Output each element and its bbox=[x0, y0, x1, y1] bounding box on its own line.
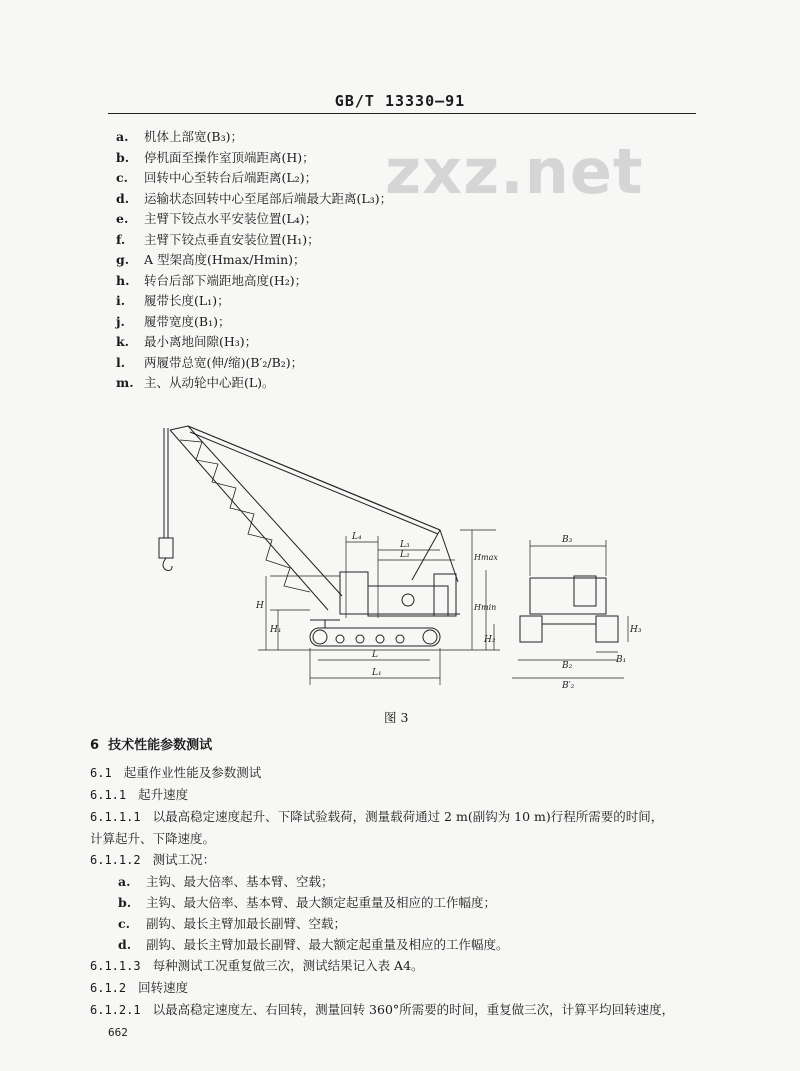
figure-caption: 图 3 bbox=[384, 710, 409, 725]
text-line: 6.1.1.3 每种测试工况重复做三次，测试结果记入表 A4。 bbox=[90, 958, 424, 973]
label-l3: L₃ bbox=[400, 540, 410, 550]
section-body bbox=[90, 735, 710, 1021]
list-item: e. 主臂下铰点水平安装位置(L₄)； bbox=[116, 211, 318, 226]
section-heading: 6 技术性能参数测试 bbox=[90, 738, 213, 753]
label-b1: B₁ bbox=[616, 655, 627, 665]
label-hmin: Hmin bbox=[474, 603, 497, 612]
page-number: 662 bbox=[108, 1026, 128, 1039]
list-item: j. 履带宽度(B₁)； bbox=[116, 313, 231, 329]
dimension-list bbox=[116, 127, 392, 394]
list-item: i. 履带长度(L₁)； bbox=[116, 293, 230, 308]
label-l: L bbox=[372, 650, 378, 660]
text-line: 6.1.1.1 以最高稳定速度起升、下降试验载荷，测量载荷通过 2 m(副钩为 10 m)行程所需要的时间， bbox=[90, 809, 664, 824]
crawler-track bbox=[310, 620, 440, 646]
text-line: 6.1.1 起升速度 bbox=[90, 787, 189, 802]
label-h1: H₁ bbox=[270, 625, 282, 635]
list-item: d. 运输状态回转中心至尾部后端最大距离(L₃)； bbox=[116, 190, 393, 206]
label-l4: L₄ bbox=[352, 532, 362, 542]
label-l1: L₁ bbox=[372, 668, 382, 678]
list-item: c. 副钩、最长主臂加最长副臂、空载； bbox=[118, 916, 347, 931]
label-h3: H₃ bbox=[630, 625, 642, 635]
list-item: k. 最小离地间隙(H₃)； bbox=[116, 334, 258, 349]
crane-boom bbox=[170, 426, 440, 610]
label-h2: H₂ bbox=[484, 635, 496, 645]
text-line: 计算起升、下降速度。 bbox=[90, 831, 216, 846]
label-h: H bbox=[256, 601, 264, 611]
label-b2: B₂ bbox=[562, 661, 573, 671]
list-item: a. 机体上部宽(B₃)； bbox=[116, 129, 243, 144]
crane-dimension-diagram bbox=[150, 410, 650, 700]
list-item: h. 转台后部下端距地高度(H₂)； bbox=[116, 272, 308, 288]
hook-block bbox=[159, 428, 173, 571]
list-item: l. 两履带总宽(伸/缩)(B′₂/B₂)； bbox=[116, 354, 304, 370]
label-b3: B₃ bbox=[562, 535, 573, 545]
label-l2: L₂ bbox=[400, 550, 410, 560]
vertical-dimensions bbox=[258, 530, 500, 650]
text-line: 6.1 起重作业性能及参数测试 bbox=[90, 765, 262, 780]
rear-view bbox=[512, 540, 628, 678]
list-item: g. A 型架高度(Hmax/Hmin)； bbox=[116, 252, 306, 267]
list-item: a. 主钩、最大倍率、基本臂、空载； bbox=[118, 874, 334, 889]
upper-body bbox=[340, 572, 460, 616]
list-item: b. 停机面至操作室顶端距离(H)； bbox=[116, 149, 315, 165]
list-item: b. 主钩、最大倍率、基本臂、最大额定起重量及相应的工作幅度； bbox=[118, 895, 497, 910]
text-line: 6.1.2.1 以最高稳定速度左、右回转，测量回转 360°所需要的时间，重复做三次，计算平均回转速度， bbox=[90, 1002, 675, 1017]
watermark: zxz.net bbox=[385, 135, 644, 208]
list-item: m. 主、从动轮中心距(L)。 bbox=[116, 375, 275, 390]
text-line: 6.1.2 回转速度 bbox=[90, 980, 189, 995]
list-item: c. 回转中心至转台后端距离(L₂)； bbox=[116, 170, 318, 185]
standard-header: GB/T 13330—91 bbox=[334, 92, 466, 110]
label-b2-prime: B′₂ bbox=[562, 681, 575, 691]
header-rule bbox=[108, 113, 696, 114]
text-line: 6.1.1.2 测试工况： bbox=[90, 852, 216, 867]
list-item: f. 主臂下铰点垂直安装位置(H₁)； bbox=[116, 231, 320, 247]
label-hmax: Hmax bbox=[474, 553, 498, 562]
list-item: d. 副钩、最长主臂加最长副臂、最大额定起重量及相应的工作幅度。 bbox=[118, 937, 509, 952]
